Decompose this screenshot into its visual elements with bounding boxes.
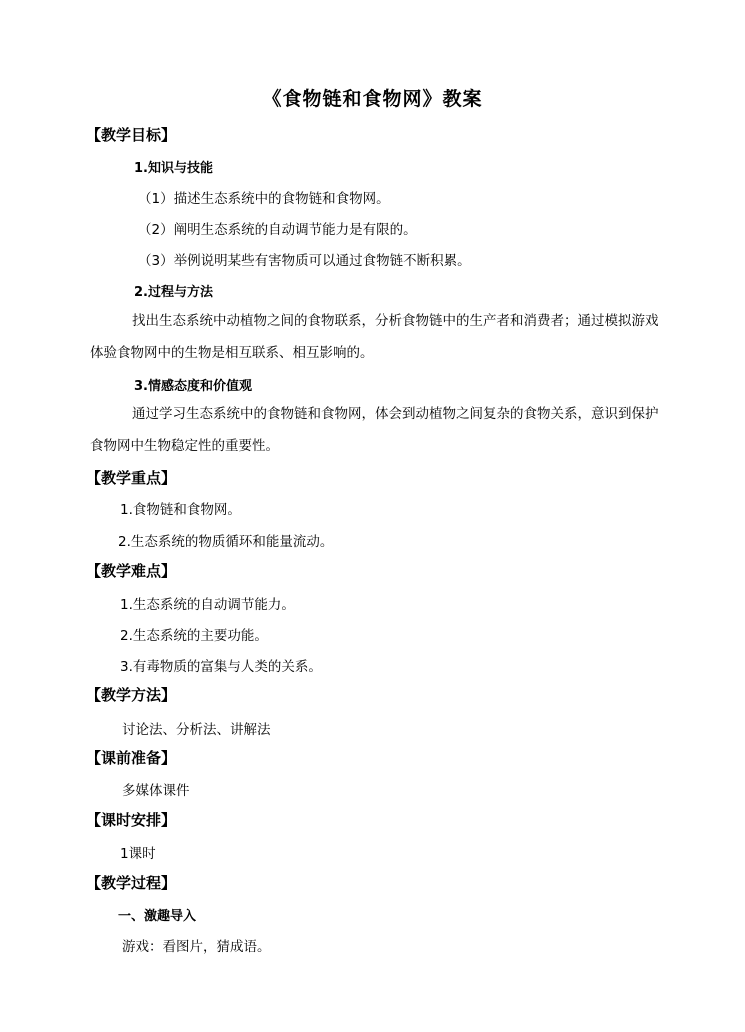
knowledge-item-3: （3）举例说明某些有害物质可以通过食物链不断积累。: [138, 253, 471, 269]
subheading-attitude: 3.情感态度和价值观: [134, 379, 252, 394]
process-paragraph: 找出生态系统中动植物之间的食物联系，分析食物链中的生产者和消费者；通过模拟游戏体验食物网中的生物是相互联系、相互影响的。: [90, 313, 659, 361]
methods-text: 讨论法、分析法、讲解法: [122, 722, 271, 738]
section-heading-goals: 【教学目标】: [86, 126, 177, 144]
procedure-step-1-heading: 一、激趣导入: [118, 909, 197, 924]
subheading-knowledge: 1.知识与技能: [134, 161, 213, 176]
key-point-2: 2.生态系统的物质循环和能量流动。: [118, 534, 334, 550]
key-point-1: 1.食物链和食物网。: [120, 502, 241, 518]
difficulty-2: 2.生态系统的主要功能。: [120, 628, 268, 644]
difficulty-3: 3.有毒物质的富集与人类的关系。: [120, 659, 322, 675]
knowledge-item-1: （1）描述生态系统中的食物链和食物网。: [138, 191, 390, 207]
subheading-process: 2.过程与方法: [134, 285, 213, 300]
section-heading-procedure: 【教学过程】: [86, 874, 177, 892]
section-heading-preparation: 【课前准备】: [86, 749, 177, 767]
section-heading-difficulties: 【教学难点】: [86, 562, 177, 580]
attitude-paragraph: 通过学习生态系统中的食物链和食物网，体会到动植物之间复杂的食物关系，意识到保护食物网中生物稳定性的重要性。: [90, 406, 659, 454]
section-heading-methods: 【教学方法】: [86, 686, 177, 704]
preparation-text: 多媒体课件: [122, 783, 190, 799]
knowledge-item-2: （2）阐明生态系统的自动调节能力是有限的。: [138, 222, 417, 238]
schedule-text: 1课时: [120, 846, 156, 862]
document-title: 《食物链和食物网》教案: [262, 88, 483, 110]
difficulty-1: 1.生态系统的自动调节能力。: [120, 597, 295, 613]
section-heading-schedule: 【课时安排】: [86, 811, 177, 829]
section-heading-key-points: 【教学重点】: [86, 469, 177, 487]
procedure-step-1-text: 游戏：看图片，猜成语。: [122, 939, 271, 955]
